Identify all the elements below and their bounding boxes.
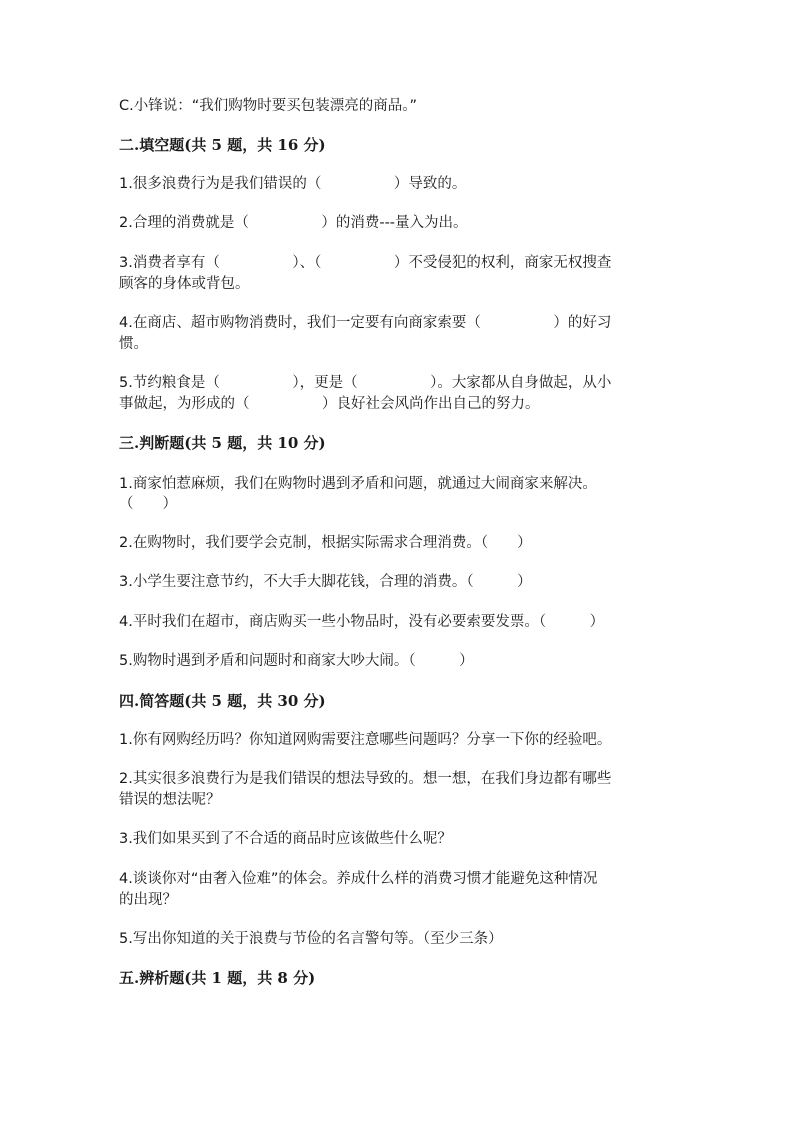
fill-in-question-1: 1.很多浪费行为是我们错误的（ ）导致的。 xyxy=(119,176,467,192)
fill-in-question-3-line-1: 3.消费者享有（ ）、（ ）不受侵犯的权利，商家无权搜查 xyxy=(119,255,612,271)
short-answer-question-3: 3.我们如果买到了不合适的商品时应该做些什么呢？ xyxy=(119,831,452,847)
short-answer-question-2-line-1: 2.其实很多浪费行为是我们错误的想法导致的。想一想，在我们身边都有哪些 xyxy=(119,771,612,787)
fill-in-question-4-line-1: 4.在商店、超市购物消费时，我们一定要有向商家索要（ ）的好习 xyxy=(119,315,612,331)
short-answer-question-2-line-2: 错误的想法呢？ xyxy=(119,792,221,808)
true-false-question-2: 2.在购物时，我们要学会克制，根据实际需求合理消费。（ ） xyxy=(119,535,532,551)
true-false-question-5: 5.购物时遇到矛盾和问题时和商家大吵大闹。（ ） xyxy=(119,653,474,669)
fill-in-question-2: 2.合理的消费就是（ ）的消费---量入为出。 xyxy=(119,215,468,231)
true-false-question-1-line-1: 1.商家怕惹麻烦，我们在购物时遇到矛盾和问题，就通过大闹商家来解决。 xyxy=(119,476,597,492)
fill-in-question-3-line-2: 顾客的身体或背包。 xyxy=(119,276,250,292)
short-answer-question-4-line-2: 的出现？ xyxy=(119,892,177,908)
true-false-question-4: 4.平时我们在超市，商店购买一些小物品时，没有必要索要发票。（ ） xyxy=(119,614,605,630)
section-heading-analysis: 五.辨析题(共 1 题，共 8 分) xyxy=(119,969,316,987)
section-heading-true-false: 三.判断题(共 5 题，共 10 分) xyxy=(119,434,326,452)
fill-in-question-5-line-2: 事做起，为形成的（ ）良好社会风尚作出自己的努力。 xyxy=(119,396,540,412)
section-heading-fill-in: 二.填空题(共 5 题，共 16 分) xyxy=(119,136,326,154)
fill-in-question-5-line-1: 5.节约粮食是（ ），更是（ ）。大家都从自身做起，从小 xyxy=(119,375,612,391)
short-answer-question-5: 5.写出你知道的关于浪费与节俭的名言警句等。（至少三条） xyxy=(119,931,503,947)
choice-option-c: C.小锋说：“我们购物时要买包装漂亮的商品。” xyxy=(119,98,418,114)
short-answer-question-4-line-1: 4.谈谈你对“由奢入俭难”的体会。养成什么样的消费习惯才能避免这种情况 xyxy=(119,871,598,887)
true-false-question-1-line-2: （ ） xyxy=(119,496,177,512)
true-false-question-3: 3.小学生要注意节约，不大手大脚花钱，合理的消费。（ ） xyxy=(119,574,532,590)
fill-in-question-4-line-2: 惯。 xyxy=(119,336,148,352)
section-heading-short-answer: 四.简答题(共 5 题，共 30 分) xyxy=(119,692,326,710)
short-answer-question-1: 1.你有网购经历吗？你知道网购需要注意哪些问题吗？分享一下你的经验吧。 xyxy=(119,732,612,748)
